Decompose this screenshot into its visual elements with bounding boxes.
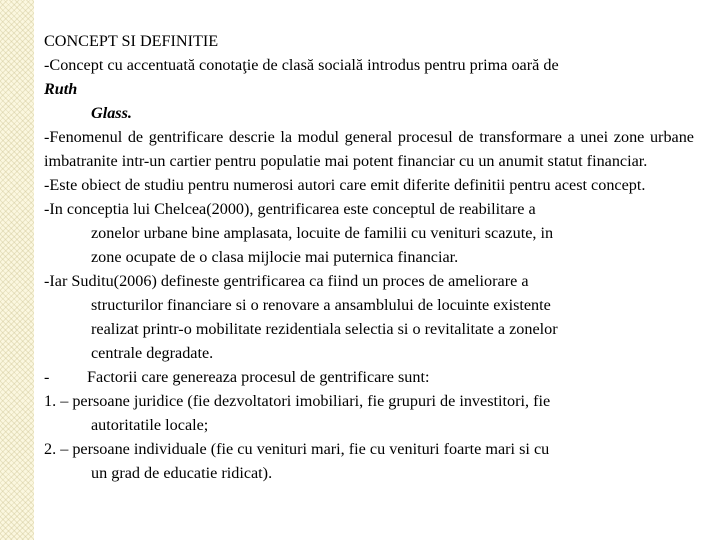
- author-last-name: Glass.: [91, 104, 132, 122]
- chelcea-line-2: zonelor urbane bine amplasata, locuite de familii cu venituri scazute, in: [91, 224, 554, 242]
- obiect-paragraph: -Este obiect de studiu pentru numerosi autori care emit diferite definitii pentru acest concept.: [44, 176, 646, 194]
- list-item-1-line-1: 1. – persoane juridice (fie dezvoltatori imobiliari, fie grupuri de investitori, fie: [44, 392, 551, 410]
- list-item-2-line-2: un grad de educatie ridicat).: [91, 464, 273, 482]
- slide-title: CONCEPT SI DEFINITIE: [44, 32, 219, 50]
- suditu-line-1: -Iar Suditu(2006) defineste gentrificarea ca fiind un proces de ameliorare a: [44, 272, 529, 290]
- suditu-line-2: structurilor financiare si o renovare a ansamblului de locuinte existente: [91, 296, 551, 314]
- list-item-2-line-1: 2. – persoane individuale (fie cu venituri mari, fie cu venituri foarte mari si cu: [44, 440, 550, 458]
- chelcea-line-3: zone ocupate de o clasa mijlocie mai puternica financiar.: [91, 248, 459, 266]
- factori-line: [44, 365, 694, 389]
- author-first-name: Ruth: [44, 80, 78, 98]
- chelcea-line-1: -In conceptia lui Chelcea(2000), gentrificarea este conceptul de reabilitare a: [44, 200, 536, 218]
- factori-text: Factorii care genereaza procesul de gentrificare sunt:: [87, 368, 430, 386]
- fenomen-paragraph: -Fenomenul de gentrificare descrie la modul general procesul de transformare a unei zone urbane imbatranite intr-un cartier pentru populatie mai potent financiar cu un anumit statut financiar.: [44, 128, 694, 170]
- concept-line: -Concept cu accentuată conotaţie de clasă socială introdus pentru prima oară de: [44, 56, 559, 74]
- list-item-1-line-2: autoritatile locale;: [91, 416, 209, 434]
- suditu-line-3: realizat printr-o mobilitate rezidentiala selectia si o revitalitate a zonelor: [91, 320, 558, 338]
- slide-text-body: [44, 29, 694, 485]
- suditu-line-4: centrale degradate.: [91, 344, 214, 362]
- decorative-side-stripe: [0, 0, 34, 540]
- factori-dash: -: [44, 368, 50, 386]
